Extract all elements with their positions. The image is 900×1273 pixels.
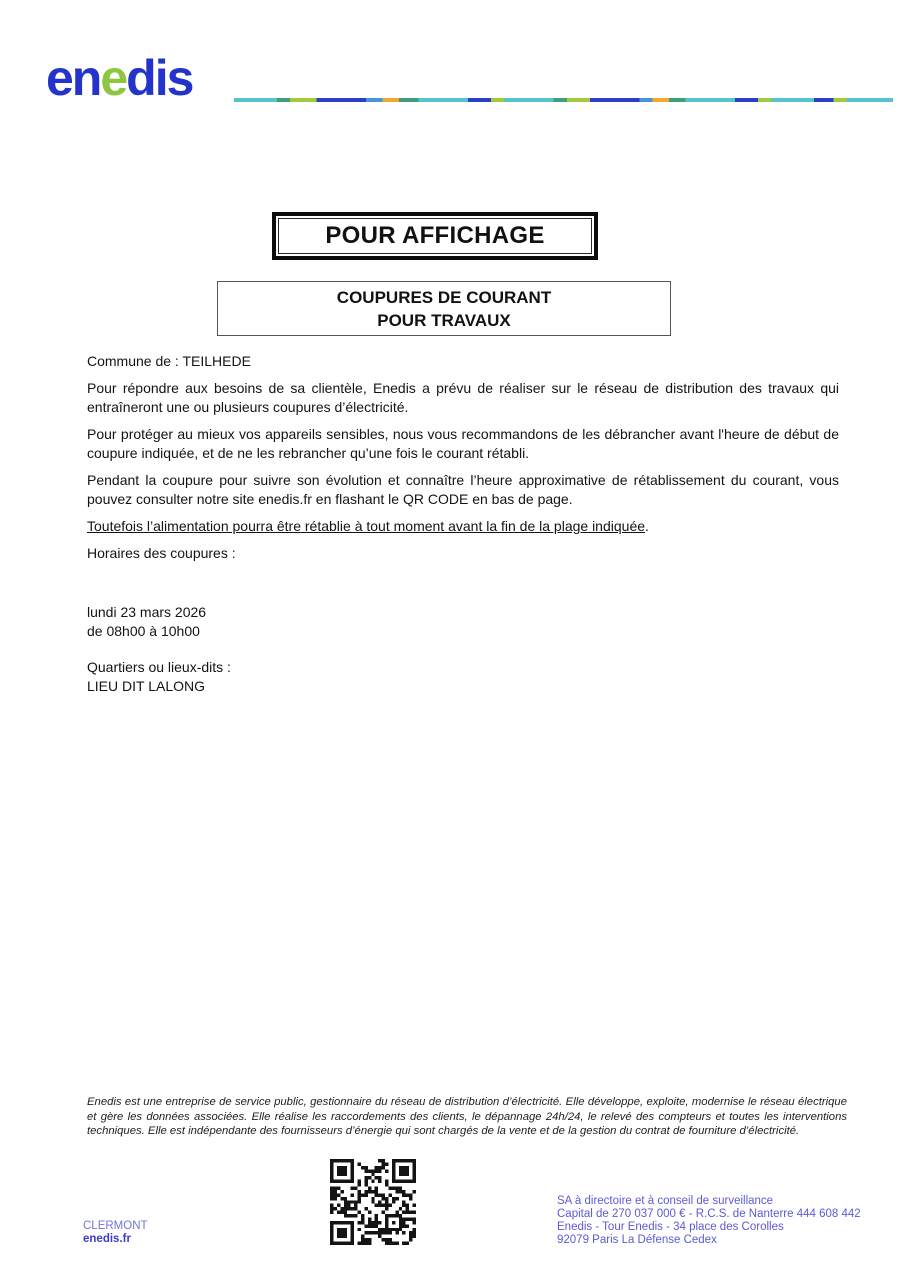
region-website-block bbox=[83, 1220, 148, 1246]
region-name: CLERMONT bbox=[83, 1220, 148, 1232]
brand-divider-line bbox=[234, 98, 893, 102]
website-link: enedis.fr bbox=[83, 1233, 131, 1245]
paragraph-advice: Pour protéger au mieux vos appareils sensibles, nous vous recommandons de les débrancher avant l'heure de début de coupure indiquée, et de ne les rebrancher qu’une fois le courant rétabli. bbox=[87, 426, 839, 461]
logo-text-blue-left: en bbox=[46, 50, 101, 106]
logo-text-green-e: e bbox=[100, 50, 127, 106]
schedule-time: de 08h00 à 10h00 bbox=[87, 623, 200, 639]
notice-title-line2: POUR TRAVAUX bbox=[377, 311, 511, 330]
emphasis-period: . bbox=[645, 518, 649, 534]
pour-affichage-stamp bbox=[272, 212, 598, 260]
schedule-date: lundi 23 mars 2026 bbox=[87, 604, 207, 620]
company-legal-block bbox=[557, 1195, 861, 1247]
quartiers-value: LIEU DIT LALONG bbox=[87, 678, 206, 694]
notice-title-line1: COUPURES DE COURANT bbox=[336, 288, 552, 307]
emphasis-underlined-text: Toutefois l’alimentation pourra être rétablie à tout moment avant la fin de la plage indiquée bbox=[87, 518, 646, 534]
company-line-address: Enedis - Tour Enedis - 34 place des Corolles bbox=[557, 1220, 784, 1233]
company-line-governance: SA à directoire et à conseil de surveillance bbox=[557, 1195, 774, 1207]
schedule-label: Horaires des coupures : bbox=[87, 545, 236, 561]
enedis-logo bbox=[46, 52, 192, 104]
company-line-city: 92079 Paris La Défense Cedex bbox=[557, 1233, 717, 1246]
logo-text-blue-right: dis bbox=[126, 50, 193, 106]
paragraph-intro: Pour répondre aux besoins de sa clientèle, Enedis a prévu de réaliser sur le réseau de distribution des travaux qui entraîneront une ou plusieurs coupures d’électricité. bbox=[87, 380, 839, 415]
qr-code bbox=[330, 1159, 416, 1245]
quartiers-label: Quartiers ou lieux-dits : bbox=[87, 659, 231, 675]
company-line-capital: Capital de 270 037 000 € - R.C.S. de Nanterre 444 608 442 bbox=[557, 1207, 861, 1220]
legal-disclaimer-text: Enedis est une entreprise de service public, gestionnaire du réseau de distribution d’électricité. Elle développe, exploite, modernise le réseau électrique et gère les données associées. Elle réalise les raccordements des clients, le dépannage 24h/24, le relevé des compteurs et toutes les interventions techniques. Elle est indépendante des fournisseurs d’énergie qui sont chargés de la vente et de la gestion du contrat de fourniture d’électricité. bbox=[87, 1096, 847, 1138]
pour-affichage-label: POUR AFFICHAGE bbox=[278, 218, 592, 254]
document-body bbox=[87, 352, 839, 696]
emphasis-line bbox=[87, 517, 839, 536]
paragraph-qrcode: Pendant la coupure pour suivre son évolution et connaître l’heure approximative de rétablissement du courant, vous pouvez consulter notre site enedis.fr en flashant le QR CODE en bas de page. bbox=[87, 472, 839, 507]
notice-title-box bbox=[217, 281, 671, 336]
commune-line: Commune de : TEILHEDE bbox=[87, 353, 251, 369]
